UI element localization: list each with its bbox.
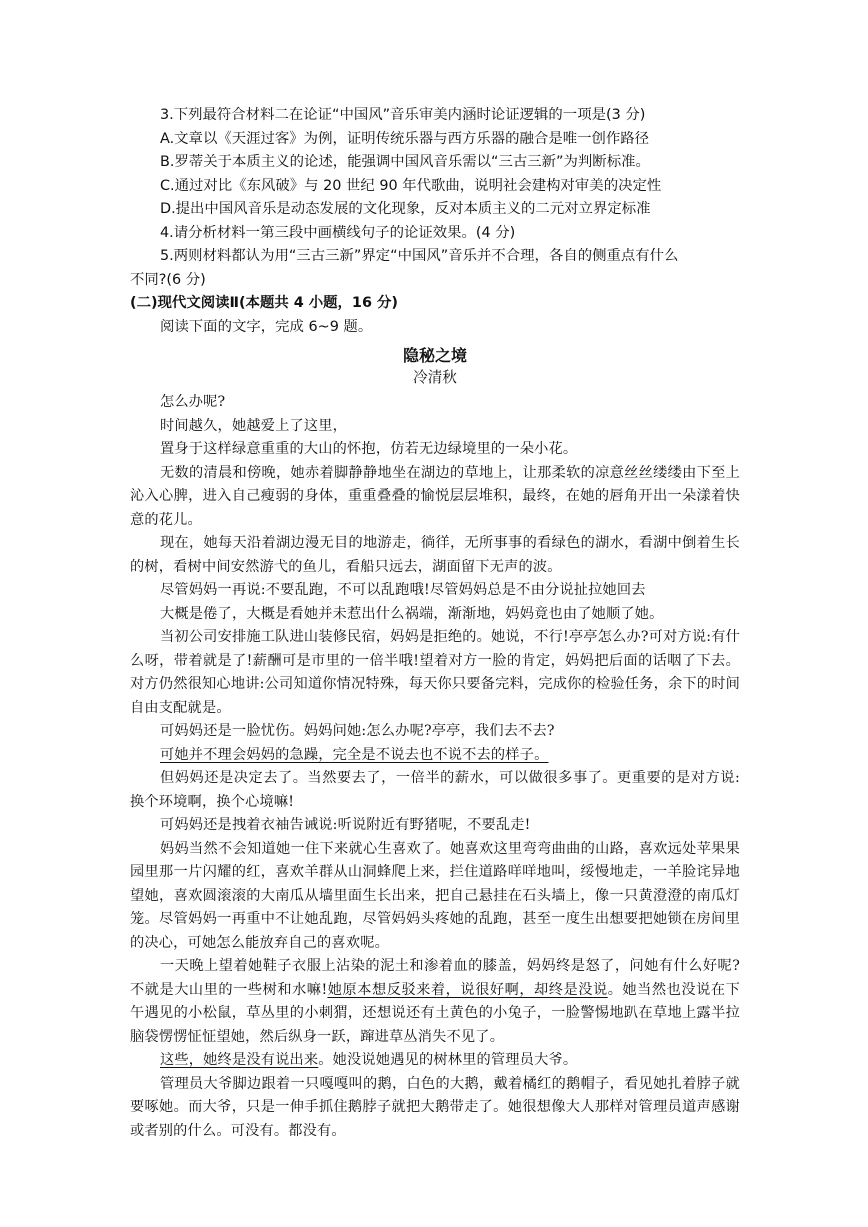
story-title: 隐秘之境 [402, 346, 467, 365]
section-instruction: 阅读下面的文字，完成 6~9 题。 [160, 318, 373, 335]
story-paragraph: 但妈妈还是决定去了。当然要去了，一倍半的薪水，可以做很多事了。更重要的是对方说:换个环境啊，换个心境嘛! [130, 770, 740, 810]
story-paragraph: 怎么办呢? [160, 394, 226, 410]
question-3-option-a: A.文章以《天涯过客》为例，证明传统乐器与西方乐器的融合是唯一创作路径 [160, 130, 650, 147]
story-paragraph: 管理员大爷脚边跟着一只嘎嘎叫的鹅，白色的大鹅，戴着橘红的鹅帽子，看见她扎着脖子就要啄她。而大爷，只是一伸手抓住鹅脖子就把大鹅带走了。她很想像大人那样对管理员道声感谢或者别的什么。可没有。都没有。 [130, 1075, 740, 1139]
question-3-option-b: B.罗蒂关于本质主义的论述，能强调中国风音乐需以“三古三新”为判断标准。 [160, 154, 650, 170]
story-author: 冷清秋 [413, 369, 457, 386]
question-5-line-2: 不同?(6 分) [130, 271, 206, 288]
story-paragraph: 大概是倦了，大概是看她并未惹出什么祸端，渐渐地，妈妈竟也由了她顺了她。 [160, 605, 664, 622]
underlined-text: 这些，她终是没有说出来 [160, 1052, 319, 1068]
story-paragraph: 尽管妈妈一再说:不要乱跑，不可以乱跑哦!尽管妈妈总是不由分说扯拉她回去 [160, 582, 646, 598]
underlined-text: 可她并不理会妈妈的急躁，完全是不说去也不说不去的样子。 [160, 746, 549, 763]
underlined-sentence [130, 744, 740, 768]
story-paragraph: 无数的清晨和傍晚，她赤着脚静静地坐在湖边的草地上，让那柔软的凉意丝丝缕缕由下至上沁入心脾，进入自己瘦弱的身体，重重叠叠的愉悦层层堆积，最终，在她的唇角开出一朵漾着快意的花儿。 [130, 464, 740, 528]
paragraph-text: 。她没说她遇见的树林里的管理员大爷。 [318, 1052, 578, 1068]
story-paragraph: 时间越久，她越爱上了这里， [160, 417, 348, 434]
story-paragraph: 当初公司安排施工队进山装修民宿，妈妈是拒绝的。她说，不行!亭亭怎么办?可对方说:有什么呀，带着就是了!薪酬可是市里的一倍半哦!望着对方一脸的肯定，妈妈把后面的话咽了下去。对方仍然很知心地讲:公司知道你情况特殊，每天你只要备完料，完成你的检验任务，余下的时间自由支配就是。 [130, 629, 740, 716]
paragraph-text: 。她当然也没说在下午遇见的小松鼠，草丛里的小刺猬，还想说还有土黄色的小兔子，一脸警惕地趴在草地上露半拉脑袋愣愣怔怔望她，然后纵身一跃，蹿进草丛消失不见了。 [130, 981, 740, 1045]
story-paragraph-with-underline [130, 955, 740, 1049]
story-paragraph: 可妈妈还是一脸忧伤。妈妈问她:怎么办呢?亭亭，我们去不去? [160, 723, 555, 739]
story-paragraph: 现在，她每天沿着湖边漫无目的地游走，徜徉，无所事事的看绿色的湖水，看湖中倒着生长的树，看树中间安然游弋的鱼儿，看船只远去，湖面留下无声的波。 [130, 535, 740, 575]
underlined-text: 她原本想反驳来着，说很好啊，却终是没说 [327, 981, 608, 998]
story-paragraph: 可妈妈还是拽着衣袖告诫说:听说附近有野猪呢，不要乱走! [160, 817, 531, 833]
story-paragraph: 置身于这样绿意重重的大山的怀抱，仿若无边绿境里的一朵小花。 [160, 441, 578, 457]
question-5-line-1: 5.两则材料都认为用“三古三新”界定“中国风”音乐并不合理，各自的侧重点有什么 [160, 248, 679, 264]
question-3-stem: 3.下列最符合材料二在论证“中国风”音乐审美内涵时论证逻辑的一项是(3 分) [160, 107, 646, 123]
story-paragraph-with-underline [130, 1049, 740, 1073]
section-heading: (二)现代文阅读Ⅱ(本题共 4 小题，16 分) [130, 295, 398, 311]
question-4: 4.请分析材料一第三段中画横线句子的论证效果。(4 分) [160, 224, 516, 241]
question-3-option-c: C.通过对比《东风破》与 20 世纪 90 年代歌曲，说明社会建构对审美的决定性 [160, 177, 662, 194]
question-3-option-d: D.提出中国风音乐是动态发展的文化现象，反对本质主义的二元对立界定标准 [160, 201, 651, 217]
paragraph-text: 一天晚上望着她鞋子衣服上沾染的泥土和渗着血的膝盖，妈妈终是怒了，问她有什么好呢?不就是大山里的一些树和水嘛! [130, 958, 740, 998]
page-content [130, 104, 740, 1143]
story-paragraph: 妈妈当然不会知道她一住下来就心生喜欢了。她喜欢这里弯弯曲曲的山路，喜欢远处苹果果园里那一片闪耀的红，喜欢羊群从山洞蜂爬上来，拦住道路咩咩地叫，绥慢地走，一羊脸诧异地望她，喜欢圆滚滚的大南瓜从墙里面生长出来，把自己悬挂在石头墙上，像一只黄澄澄的南瓜灯笼。尽管妈妈一再重中不让她乱跑，尽管妈妈头疼她的乱跑，甚至一度生出想要把她锁在房间里的决心，可她怎么能放弃自己的喜欢呢。 [130, 840, 740, 951]
